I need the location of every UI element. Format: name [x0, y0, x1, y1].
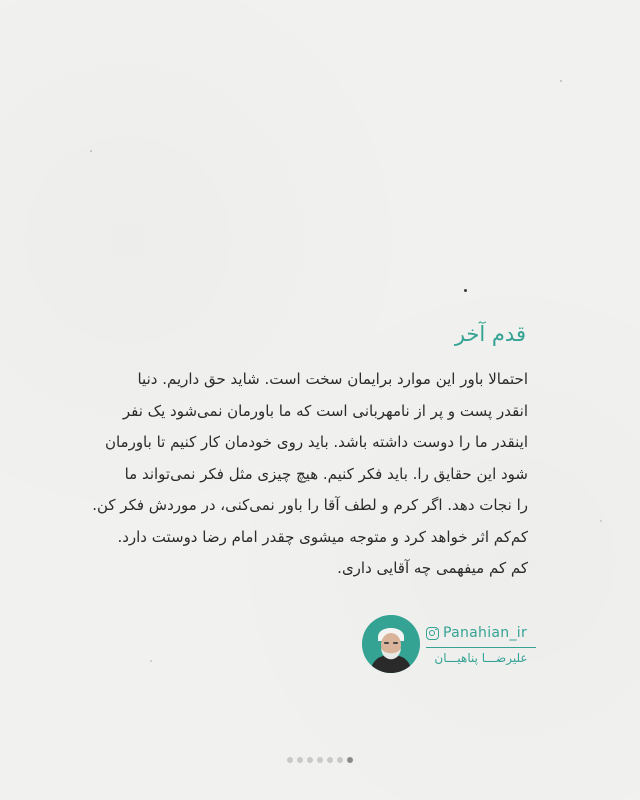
paper-speck: [464, 289, 467, 292]
instagram-handle[interactable]: [426, 625, 527, 641]
author-name: علیرضـــا پناهیـــان: [434, 651, 528, 665]
post-title: قدم آخر: [454, 322, 526, 346]
pagination-dot-active[interactable]: [347, 757, 353, 763]
pagination-dot[interactable]: [287, 757, 293, 763]
paper-speck: [600, 520, 602, 522]
pagination-dot[interactable]: [317, 757, 323, 763]
pagination-dot[interactable]: [337, 757, 343, 763]
body-line: شود این حقایق را. باید فکر کنیم. هیچ چیزی مثل فکر نمی‌تواند ما: [124, 464, 528, 483]
handle-text: Panahian_ir: [443, 625, 528, 641]
pagination-dot[interactable]: [307, 757, 313, 763]
body-line: احتمالا باور این موارد برایمان سخت است. شاید حق داریم. دنیا: [137, 370, 528, 388]
pagination-dot[interactable]: [327, 757, 333, 763]
body-line: کم کم میفهمی چه آقایی داری.: [337, 559, 528, 577]
body-line: انقدر پست و پر از نامهربانی است که ما باورمان نمی‌شود یک نفر: [122, 401, 528, 420]
avatar: [362, 615, 420, 673]
carousel-pagination: [0, 757, 640, 763]
paper-speck: [150, 660, 152, 662]
body-line: کم‌کم اثر خواهد کرد و متوجه میشوی چقدر امام رضا دوستت دارد.: [117, 527, 528, 546]
author-portrait: [362, 615, 420, 673]
author-signature: [362, 615, 562, 677]
paper-speck: [560, 80, 562, 82]
pagination-dot[interactable]: [297, 757, 303, 763]
body-line: اینقدر ما را دوست داشته باشد. باید روی خودمان کار کنیم تا باورمان: [104, 433, 528, 451]
divider: [426, 647, 536, 648]
body-line: را نجات دهد. اگر کرم و لطف آقا را باور نمی‌کنی، در موردش فکر کن.: [92, 496, 528, 514]
paper-speck: [90, 150, 92, 152]
post-body: [92, 364, 528, 585]
instagram-icon: [426, 627, 439, 640]
